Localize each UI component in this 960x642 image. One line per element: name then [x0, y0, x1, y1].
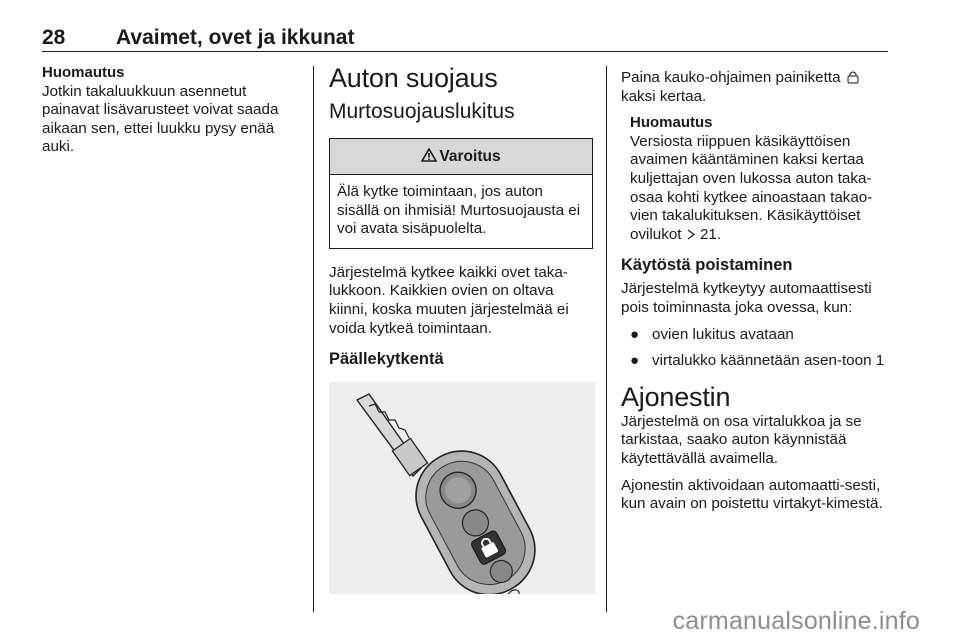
note-text: Jotkin takaluukkuun asennetut painavat lisävarusteet voivat saada aikaan sen, ettei luukku pysy enää auki. — [42, 82, 279, 156]
subsection-title: Murtosuojauslukitus — [329, 100, 515, 123]
note-box — [621, 114, 889, 244]
note-text: Versiosta riippuen käsikäyttöisen avaimen kääntäminen kaksi kertaa kuljettajan oven lukossa auton taka-osaa kohti kytkee ainoastaan takao-vien takalukituksen. Käsikäyttöiset ovilukot 21. — [630, 132, 873, 243]
warning-label: Varoitus — [439, 148, 501, 165]
bullet-icon: ● — [630, 325, 640, 343]
paragraph-press-button — [621, 69, 889, 106]
key-fob-illustration — [329, 382, 595, 594]
deactivation-list — [621, 326, 889, 371]
bullet-icon: ● — [630, 352, 640, 370]
key-blade-icon — [357, 394, 428, 476]
lock-icon — [847, 70, 859, 84]
immobiliser-paragraph: Ajonestin aktivoidaan automaatti-sesti, kun avain on poistettu virtakyt-kimestä. — [621, 476, 883, 513]
column-divider — [313, 66, 314, 612]
list-item: ● ovien lukitus avataan — [630, 325, 794, 343]
press-text-end: kaksi kertaa. — [621, 87, 707, 105]
section-title: Auton suojaus — [329, 63, 498, 93]
column-right — [621, 69, 889, 514]
activation-title: Päällekytkentä — [329, 350, 444, 369]
paragraph: Järjestelmä kytkee kaikki ovet taka-lukkoon. Kaikkien ovien on oltava kiinni, koska muuten järjestelmää ei voida kytkeä toimintaan. — [329, 263, 569, 337]
warning-box — [329, 138, 593, 249]
watermark: carmanualsonline.info — [672, 607, 920, 635]
note-title: Huomautus — [42, 64, 125, 81]
deactivation-intro: Järjestelmä kytkeytyy automaattisesti pois toiminnasta joka ovessa, kun: — [621, 280, 872, 316]
chapter-title: Avaimet, ovet ja ikkunat — [116, 26, 355, 49]
warning-text: Älä kytke toimintaan, jos auton sisällä on ihmisiä! Murtosuojausta ei voi avata sisäpuolelta. — [337, 183, 581, 238]
press-text: Paina kauko-ohjaimen painiketta — [621, 69, 841, 86]
page-reference-icon[interactable] — [686, 226, 700, 243]
immobiliser-paragraph: Järjestelmä on osa virtalukkoa ja se tarkistaa, saako auton käynnistää käytettävällä avaimella. — [621, 412, 862, 467]
page-number: 28 — [42, 26, 66, 49]
column-divider — [606, 66, 607, 612]
warning-triangle-icon — [421, 139, 437, 175]
page-header — [42, 20, 888, 52]
page-reference[interactable]: 21. — [699, 225, 722, 243]
column-middle — [329, 62, 595, 594]
immobiliser-title: Ajonestin — [621, 381, 731, 412]
note-title: Huomautus — [630, 114, 713, 132]
warning-header — [330, 139, 592, 175]
column-left — [42, 64, 300, 157]
list-item: ● virtalukko käännetään asen-toon 1 — [630, 352, 885, 370]
deactivation-title: Käytöstä poistaminen — [621, 256, 793, 275]
